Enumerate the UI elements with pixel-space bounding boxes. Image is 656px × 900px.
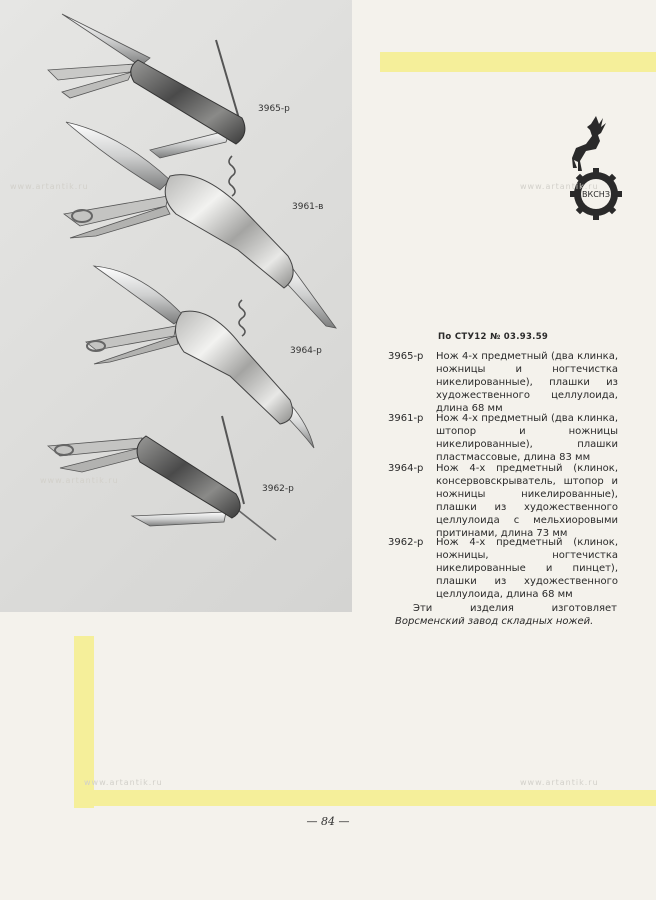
label-3961: 3961-в — [292, 202, 324, 212]
item-3965 — [388, 350, 618, 415]
standard-reference: По СТУ12 № 03.93.59 — [438, 332, 549, 342]
watermark: www.artantik.ru — [520, 182, 599, 191]
item-description: Нож 4-х предметный (клинок, ножницы, ногтечистка никелированные и пинцет), плашки из художественного целлулоида, длина 68 мм — [436, 537, 618, 600]
watermark: www.artantik.ru — [520, 778, 599, 787]
watermark: www.artantik.ru — [10, 182, 89, 191]
manufacturer-note — [395, 602, 617, 628]
yellow-bar-top — [380, 52, 656, 72]
label-3964: 3964-р — [290, 346, 322, 356]
knife-3964 — [86, 266, 314, 448]
item-3962 — [388, 536, 618, 601]
page-number: — 84 — — [306, 815, 350, 828]
yellow-bar-bottom — [84, 790, 656, 806]
knives-illustration — [0, 0, 352, 612]
item-3964 — [388, 462, 618, 540]
deer-icon — [560, 112, 630, 220]
knife-3965 — [48, 14, 245, 158]
item-code: 3961-р — [388, 413, 424, 424]
product-photo — [0, 0, 352, 612]
manufacturer-prefix: Эти изделия изготовляет — [413, 603, 617, 614]
item-code: 3965-р — [388, 351, 424, 362]
deer-emblem-logo — [560, 112, 630, 220]
item-description: Нож 4-х предметный (два клинка, ножницы и ногтечистка никелированные), плашки из художественного целлулоида, длина 68 мм — [436, 351, 618, 414]
item-3961 — [388, 412, 618, 464]
watermark: www.artantik.ru — [40, 476, 119, 485]
item-code: 3962-р — [388, 537, 424, 548]
item-code: 3964-р — [388, 463, 424, 474]
label-3962: 3962-р — [262, 484, 294, 494]
logo-seal-text: ВКСНЗ — [582, 190, 610, 199]
manufacturer-name: Ворсменский завод складных ножей. — [395, 616, 594, 627]
item-description: Нож 4-х предметный (клинок, консервовскрыватель, штопор и ножницы никелированные), плашки из художественного целлулоида с мельхиоровыми притинами, длина 73 мм — [436, 463, 618, 539]
item-description: Нож 4-х предметный (два клинка, штопор и ножницы никелированные), плашки пластмассовые, длина 83 мм — [436, 413, 618, 463]
watermark: www.artantik.ru — [84, 778, 163, 787]
knife-3961 — [64, 122, 336, 328]
label-3965: 3965-р — [258, 104, 290, 114]
